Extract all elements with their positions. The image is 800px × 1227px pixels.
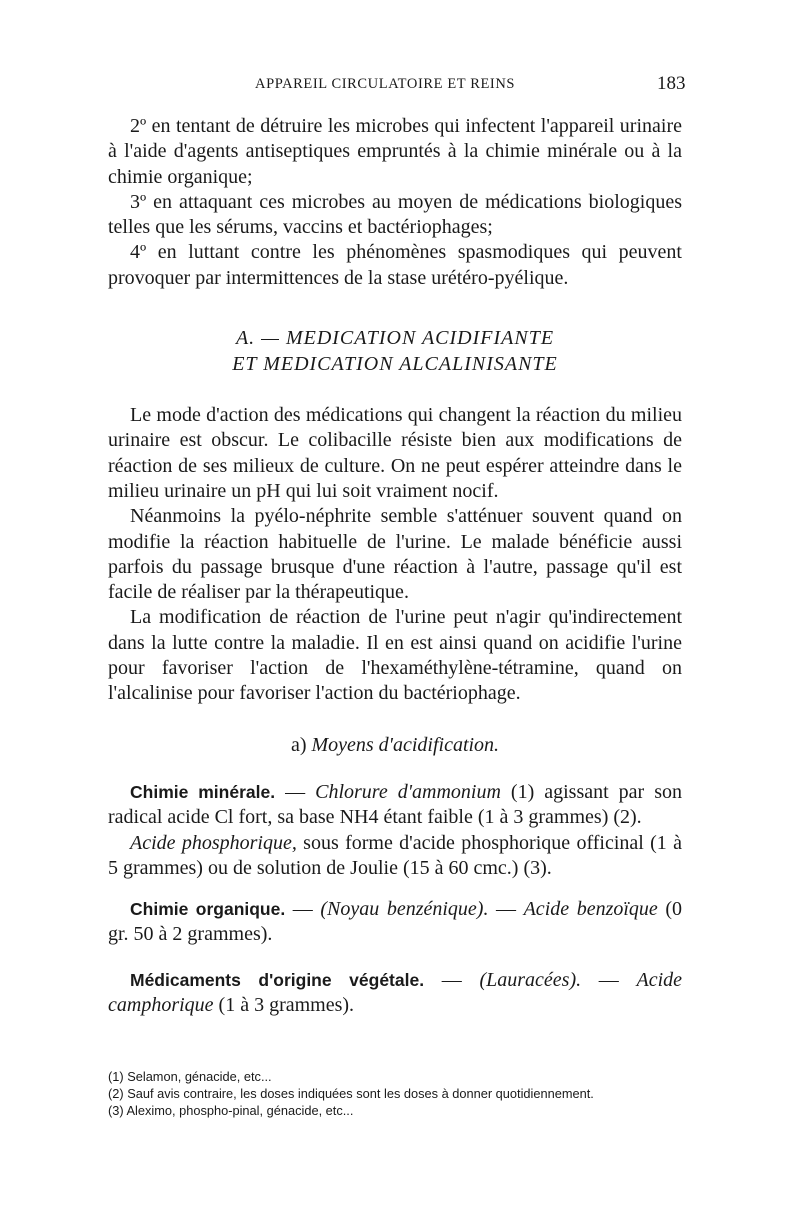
section-title-line-1: A. — MEDICATION ACIDIFIANTE (235, 327, 555, 350)
dash: — (488, 898, 524, 921)
dash: — (581, 968, 637, 991)
paragraph: Néanmoins la pyélo-néphrite semble s'atténuer souvent quand on modifie la réaction habituelle de l'urine. Le malade bénéficie aussi parfois du passage brusque d'une réaction à l'autre, passage qu'il est facile de réaliser par la thérapeutique. (108, 505, 682, 604)
paragraph: Le mode d'action des médications qui changent la réaction du milieu urinaire est obscur. Le colibacille résiste bien aux modifications de réaction de ses milieux de culture. On ne peut espérer atteindre dans le milieu urinaire un pH qui lui soit vraiment nocif. (108, 404, 682, 502)
running-head: APPAREIL CIRCULATOIRE ET REINS (255, 76, 516, 92)
footnote: (2) Sauf avis contraire, les doses indiquées sont les doses à donner quotidiennement. (108, 1086, 594, 1101)
medicaments-vegetale-paragraph (108, 968, 682, 1019)
footnote: (1) Selamon, génacide, etc... (108, 1069, 272, 1084)
run-in-heading: Chimie organique. (130, 899, 286, 920)
chimie-minerale-paragraph (108, 780, 682, 831)
drug-text: (1 à 3 grammes). (213, 994, 355, 1017)
list-item: 3º en attaquant ces microbes au moyen de médications biologiques telles que les sérums, vaccins et bactériophages; (108, 190, 682, 239)
section-title-line-2: ET MEDICATION ALCALINISANTE (232, 353, 558, 376)
list-item: 4º en luttant contre les phénomènes spasmodiques qui peuvent provoquer par intermittences de la stase urétéro-pyélique. (108, 241, 682, 289)
subsection-name: Moyens d'acidification. (311, 733, 500, 756)
subsection-title (108, 733, 682, 758)
dash: — (424, 968, 480, 991)
page-number: 183 (657, 73, 686, 94)
paragraph: La modification de réaction de l'urine peut n'agir qu'indirectement dans la lutte contre la maladie. Il en est ainsi quand on acidifie l'urine pour favoriser l'action de l'hexaméthylène-tétramine, quand on l'alcalinise pour favoriser l'action du bactériophage. (108, 606, 682, 705)
drug-name: Acide phosphorique, (130, 831, 297, 854)
footnotes (108, 1068, 682, 1119)
body-text (108, 114, 682, 1018)
drug-text: (1) agissant par son radical acide Cl fort, sa base NH4 étant faible (1 à 3 grammes) (2). (108, 780, 683, 829)
run-in-heading: Médicaments d'origine végétale. (130, 969, 425, 990)
drug-text: (0 gr. 50 à 2 grammes). (108, 898, 683, 946)
drug-family: (Lauracées). (479, 968, 582, 991)
footnote: (3) Aleximo, phospho-pinal, génacide, etc... (108, 1103, 354, 1118)
dash: — (275, 780, 316, 803)
drug-text: sous forme d'acide phosphorique officinal (1 à 5 grammes) ou de solution de Joulie (15 à 60 cmc.) (3). (108, 831, 682, 879)
drug-family: (Noyau benzénique). (320, 898, 489, 921)
drug-name: Chlorure d'ammonium (315, 780, 501, 803)
chimie-minerale-paragraph-2 (108, 831, 682, 882)
subsection-marker: a) (290, 733, 307, 756)
drug-name: Acide camphorique (108, 968, 683, 1017)
chimie-organique-paragraph (108, 897, 682, 948)
list-item: 2º en tentant de détruire les microbes qui infectent l'appareil urinaire à l'aide d'agents antiseptiques empruntés à la chimie minérale ou à la chimie organique; (108, 115, 682, 188)
drug-name: Acide benzoïque (523, 898, 658, 921)
run-in-heading: Chimie minérale. (130, 781, 276, 802)
dash: — (285, 898, 321, 921)
section-title (108, 325, 682, 377)
